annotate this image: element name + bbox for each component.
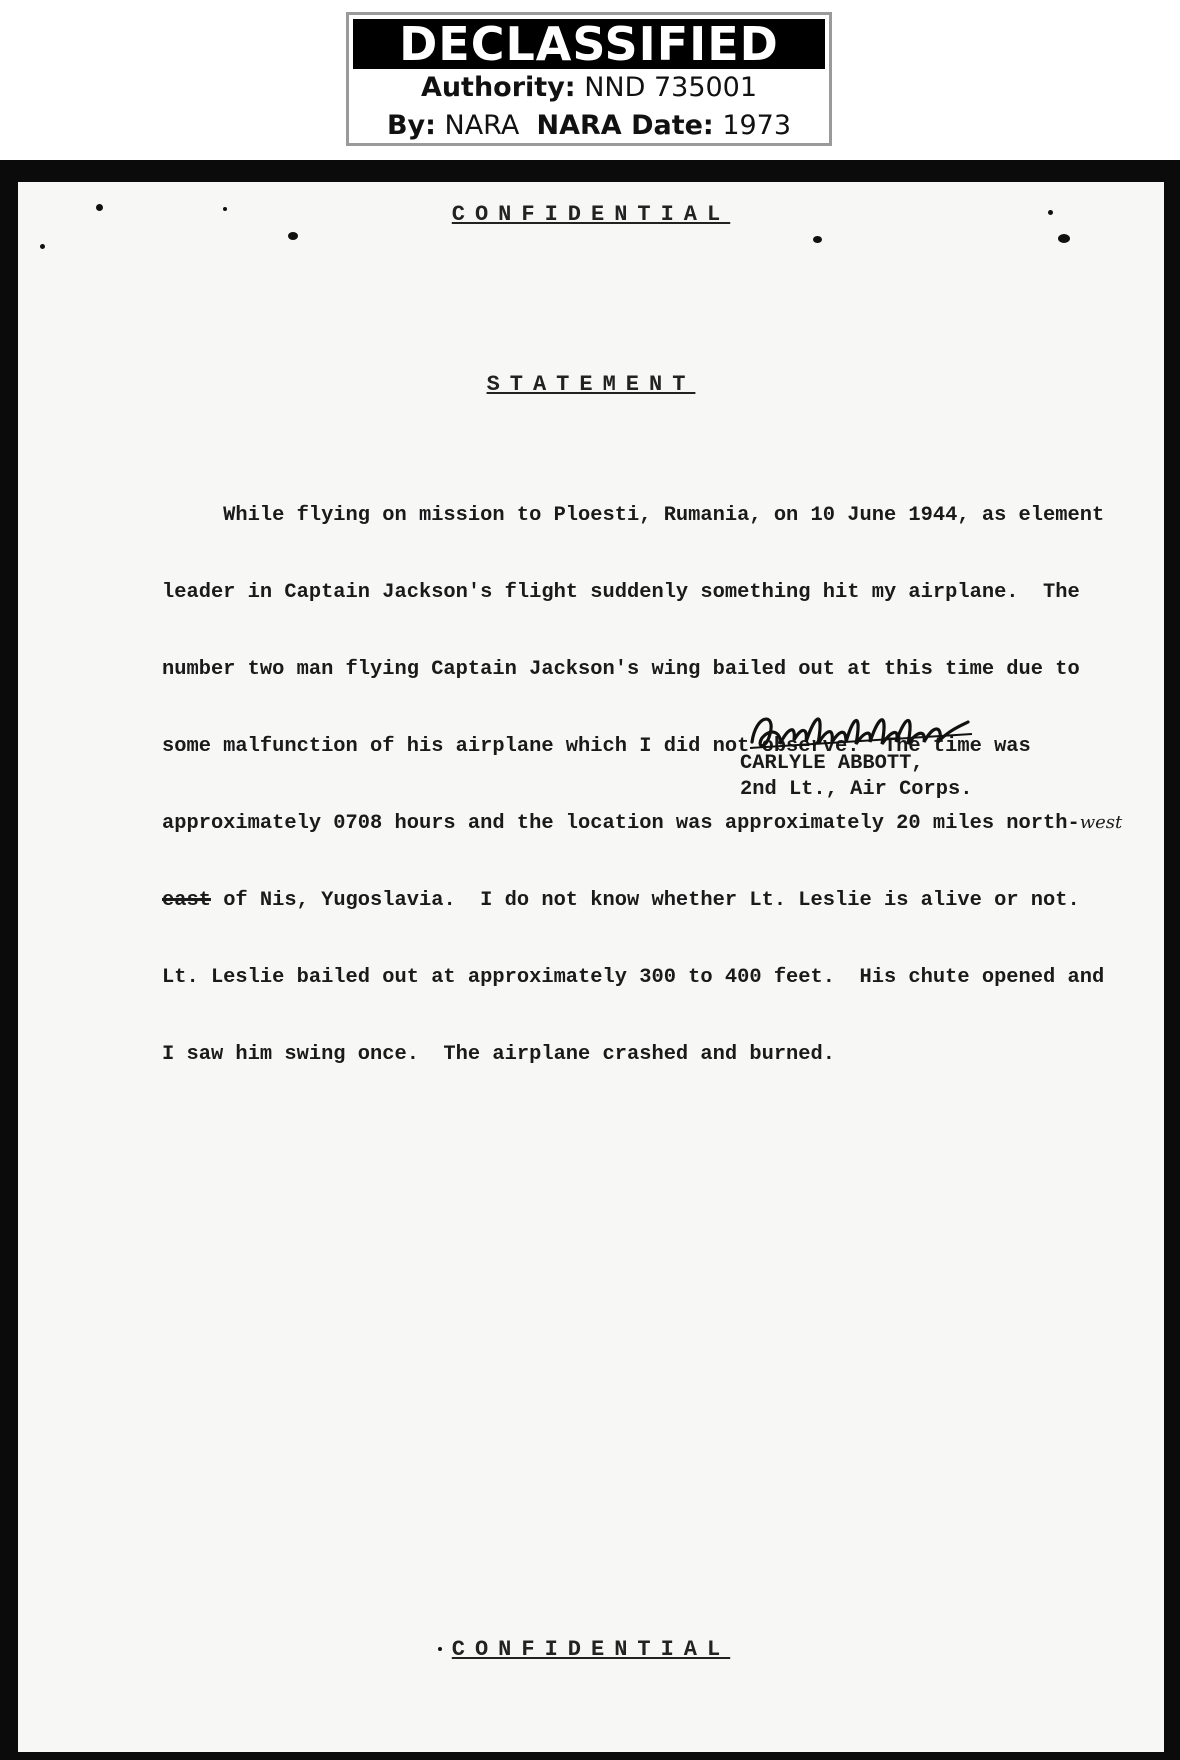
stamp-by-value: NARA [444, 110, 520, 141]
stamp-date-label: NARA Date: [536, 110, 714, 141]
signatory-name: CARLYLE ABBOTT, [740, 752, 924, 775]
signatory-rank: 2nd Lt., Air Corps. [740, 778, 973, 801]
stamp-authority-label: Authority: [420, 72, 576, 103]
classification-header: CONFIDENTIAL [451, 202, 731, 227]
stamp-title: DECLASSIFIED [353, 19, 825, 69]
body-line [162, 888, 1122, 914]
handwritten-correction: west [1079, 812, 1123, 834]
stamp-by-label: By: [386, 110, 436, 141]
body-line: number two man flying Captain Jackson's wing bailed out at this time due to [162, 657, 1080, 681]
statement-body [162, 452, 1122, 1118]
stamp-authority-value: NND 735001 [584, 72, 758, 103]
document-heading: STATEMENT [486, 372, 696, 397]
body-line: Lt. Leslie bailed out at approximately 300 to 400 feet. His chute opened and [162, 965, 1105, 989]
body-line-text: of Nis, Yugoslavia. I do not know whether Lt. Leslie is alive or not. [210, 889, 1080, 913]
classification-footer: CONFIDENTIAL [451, 1637, 731, 1662]
body-line: I saw him swing once. The airplane crashed and burned. [162, 1042, 836, 1066]
body-line [162, 810, 1122, 837]
scanned-page-frame [0, 160, 1180, 1760]
scan-speck [40, 244, 45, 249]
stamp-date-value: 1973 [722, 110, 792, 141]
body-line: While flying on mission to Ploesti, Rumania, on 10 June 1944, as element [162, 504, 1105, 528]
document-page [18, 182, 1164, 1752]
body-line: leader in Captain Jackson's flight suddenly something hit my airplane. The [162, 580, 1080, 604]
stamp-authority [349, 69, 829, 107]
scan-speck [813, 236, 822, 243]
body-line: some malfunction of his airplane which I did not observe. The time was [162, 734, 1031, 758]
scan-speck [288, 232, 298, 240]
struck-word: east [162, 889, 211, 913]
stamp-by-date [349, 107, 829, 145]
scan-speck [1058, 234, 1070, 243]
declassified-stamp [346, 12, 832, 146]
body-line-text: approximately 0708 hours and the location was approximately 20 miles north- [162, 812, 1080, 836]
